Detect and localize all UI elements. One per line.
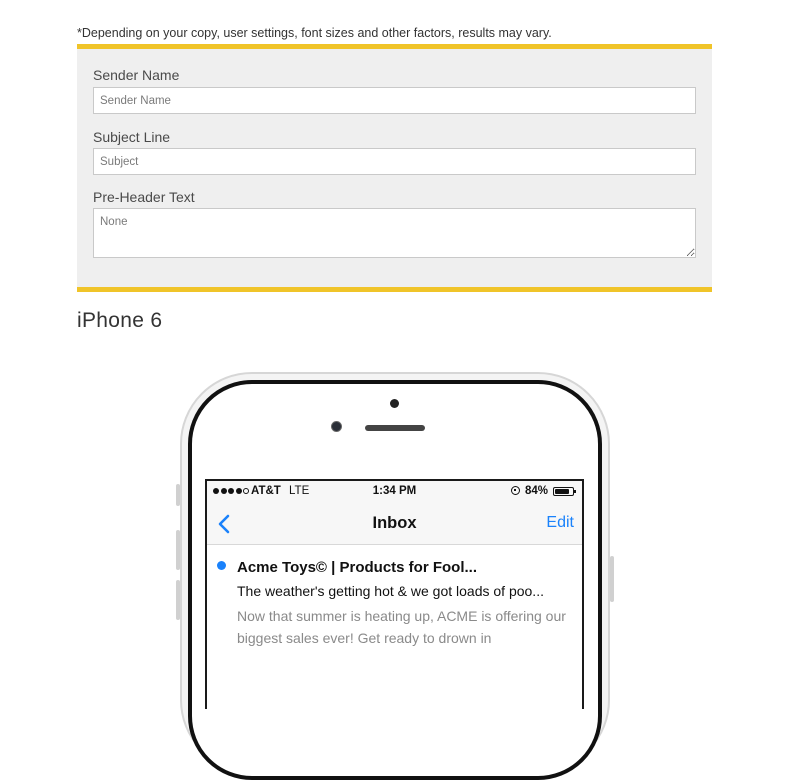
status-bar — [207, 481, 582, 503]
subject-line-input[interactable] — [93, 148, 696, 175]
rotation-lock-icon — [511, 486, 520, 495]
mute-switch — [176, 484, 180, 506]
device-heading: iPhone 6 — [77, 309, 163, 332]
edit-button[interactable]: Edit — [546, 514, 574, 531]
email-sender: Acme Toys© | Products for Fool... — [237, 559, 477, 576]
proximity-sensor — [390, 399, 399, 408]
email-list-item[interactable] — [207, 545, 582, 663]
inbox-title: Inbox — [372, 514, 417, 532]
battery-icon — [553, 487, 574, 496]
email-preview-form — [77, 44, 712, 292]
status-time: 1:34 PM — [372, 485, 417, 497]
earpiece-speaker — [365, 425, 425, 431]
sender-name-input[interactable] — [93, 87, 696, 114]
sender-name-label: Sender Name — [93, 67, 180, 83]
mail-nav-bar — [207, 503, 582, 545]
pre-header-textarea[interactable] — [93, 208, 696, 258]
pre-header-label: Pre-Header Text — [93, 189, 195, 205]
unread-indicator-icon — [217, 561, 226, 570]
power-button — [610, 556, 614, 602]
volume-up-button — [176, 530, 180, 570]
disclaimer-text: *Depending on your copy, user settings, font sizes and other factors, results may vary. — [77, 26, 552, 40]
network-type: LTE — [289, 485, 310, 497]
email-subject: The weather's getting hot & we got loads of poo... — [237, 583, 544, 599]
email-preview-text: Now that summer is heating up, ACME is offering our biggest sales ever! Get ready to drown in — [237, 608, 566, 646]
carrier-name: AT&T — [251, 485, 281, 497]
battery-level — [555, 489, 569, 494]
phone-screen — [205, 479, 584, 709]
subject-line-label: Subject Line — [93, 129, 171, 145]
battery-percentage: 84% — [524, 485, 548, 497]
volume-down-button — [176, 580, 180, 620]
front-camera — [331, 421, 342, 432]
